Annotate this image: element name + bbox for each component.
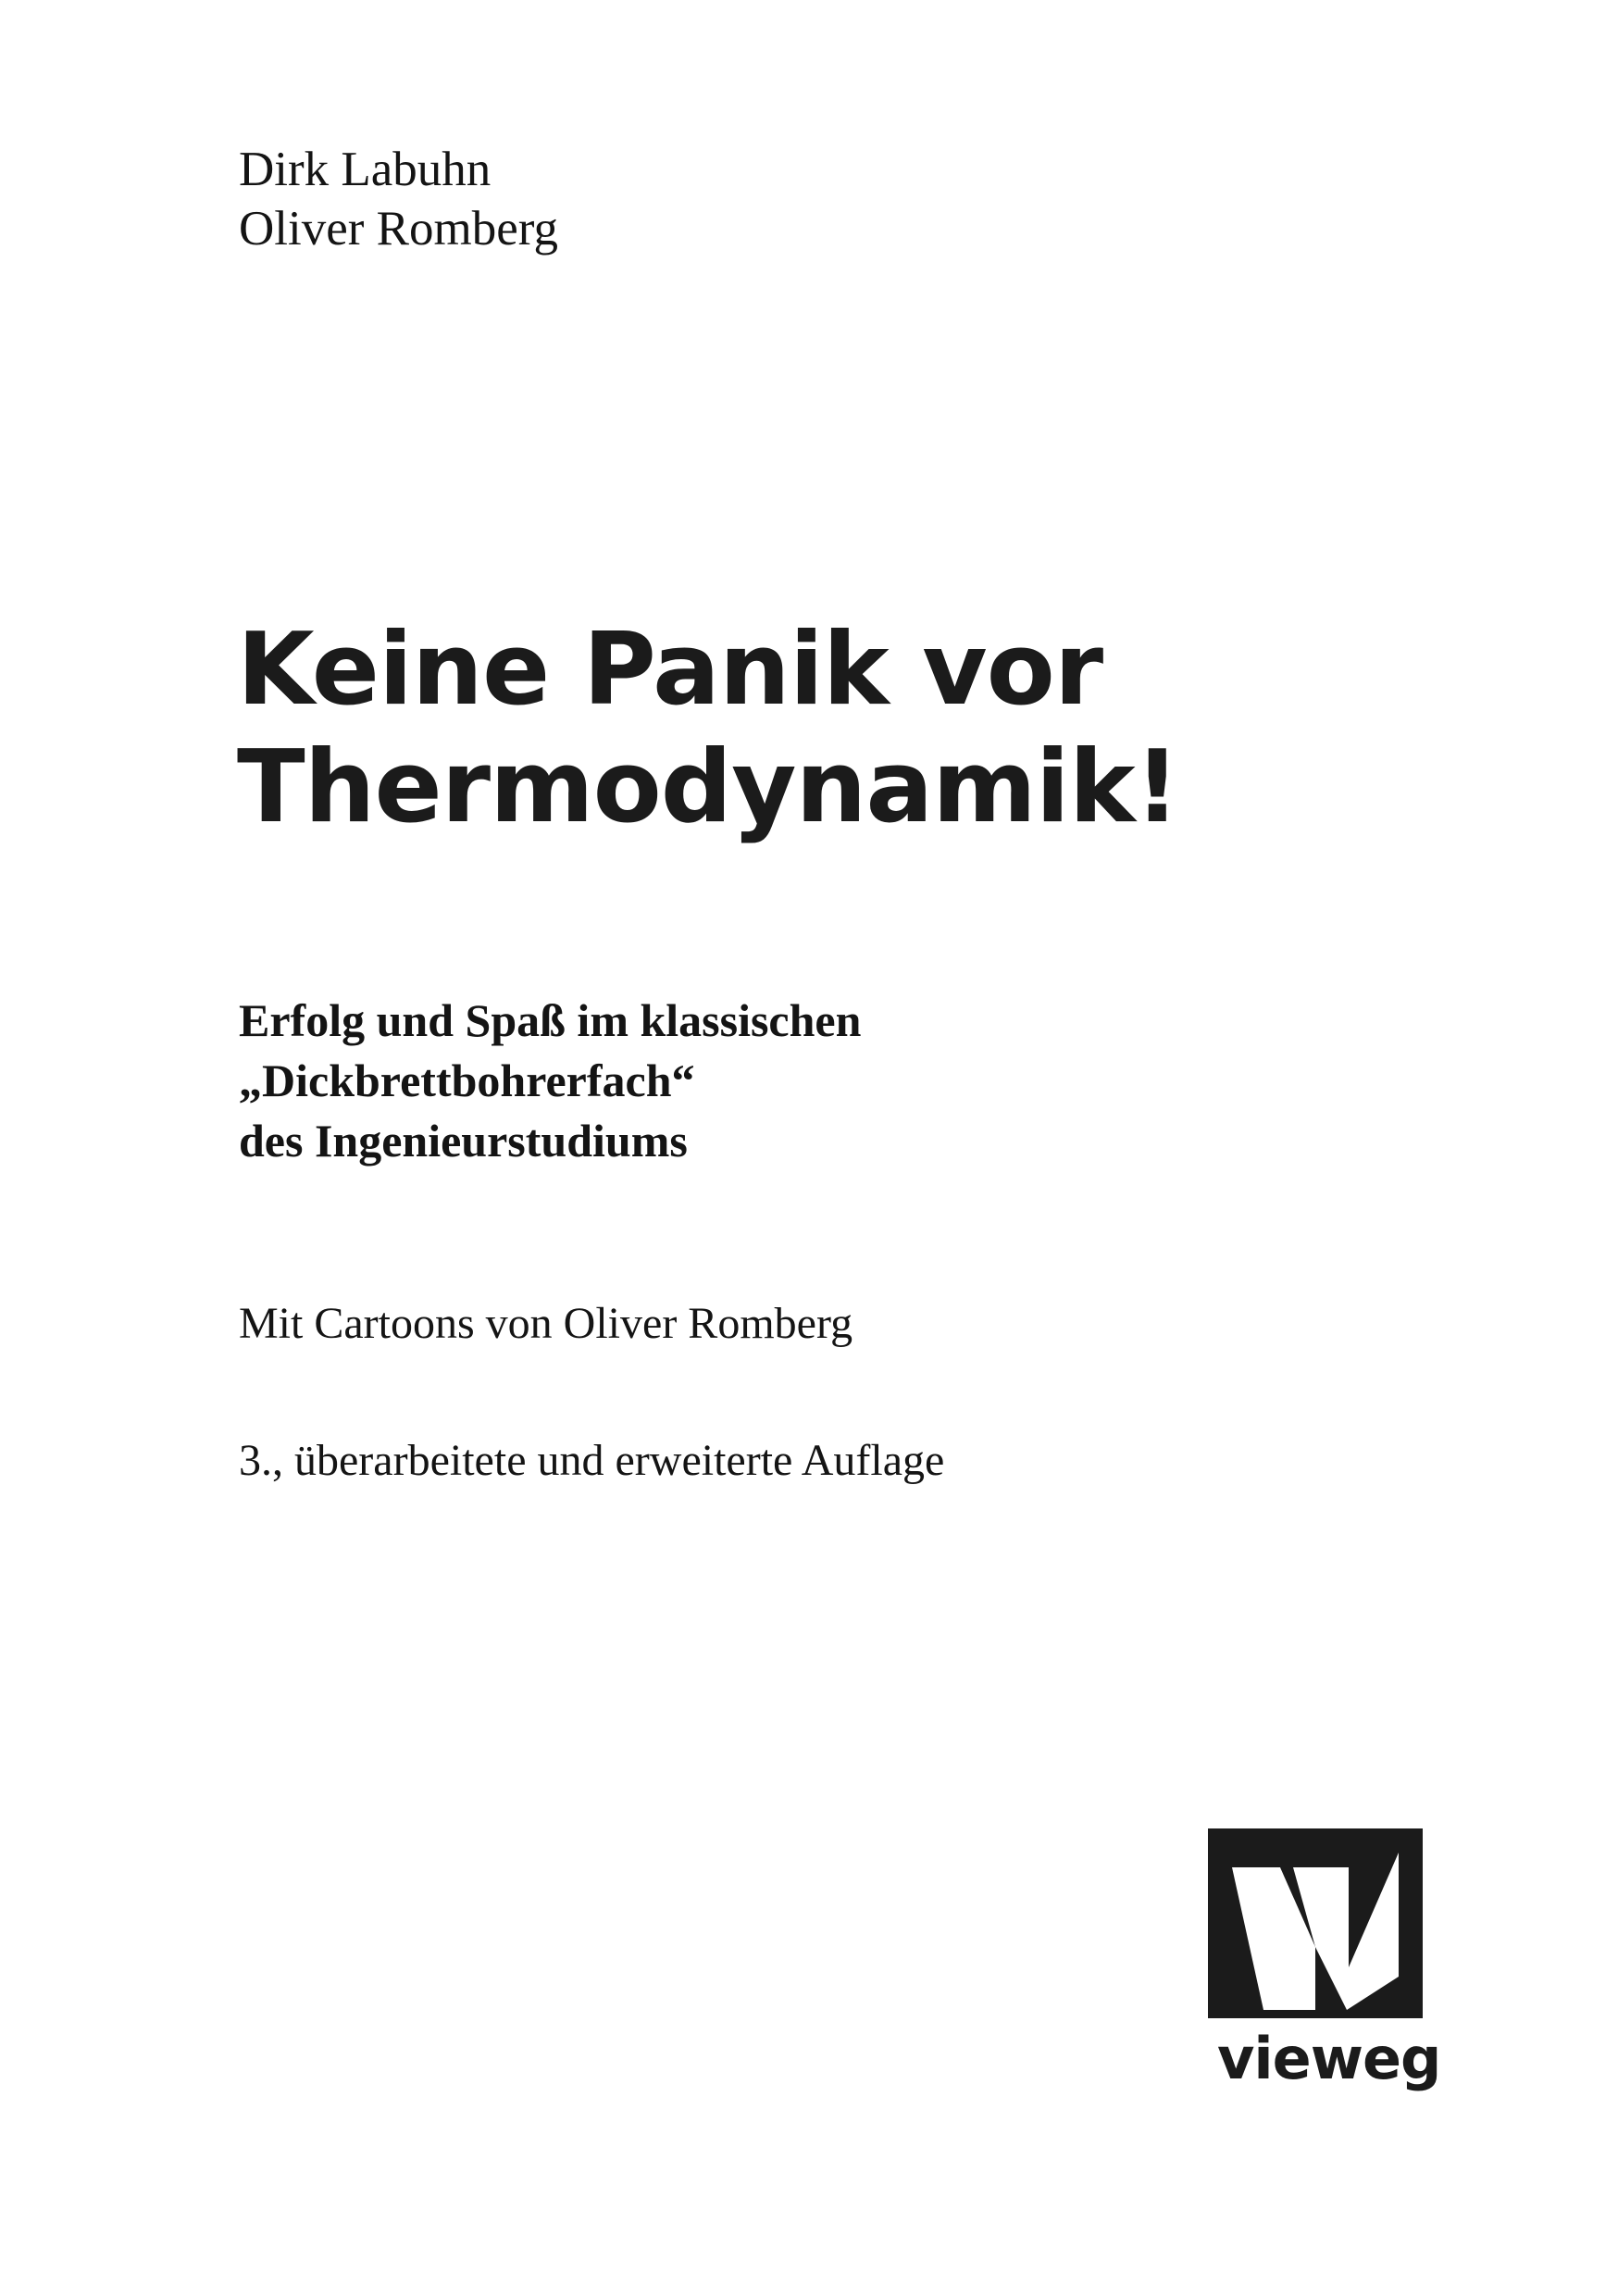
book-title (237, 611, 1440, 847)
author-name-1: Dirk Labuhn (239, 143, 492, 196)
edition-statement: 3., überarbeitete und erweiterte Auflage (239, 1436, 945, 1485)
book-title-line-1: Keine Panik vor (237, 612, 1103, 728)
book-subtitle-line-2: „Dickbrettbohrerfach“ (239, 1054, 695, 1106)
book-subtitle-line-3: des Ingenieurstudiums (239, 1115, 688, 1167)
author-block (239, 141, 558, 258)
book-subtitle (239, 991, 1396, 1171)
author-name-2: Oliver Romberg (239, 201, 558, 256)
book-subtitle-line-1: Erfolg und Spaß im klassischen (239, 994, 862, 1046)
publisher-name: vieweg (1217, 2025, 1441, 2092)
cartoons-credit: Mit Cartoons von Oliver Romberg (239, 1299, 853, 1348)
publisher-logo (1208, 1828, 1444, 2097)
vieweg-v-mark-icon (1208, 1828, 1423, 2018)
book-title-line-2: Thermodynamik! (237, 730, 1179, 846)
